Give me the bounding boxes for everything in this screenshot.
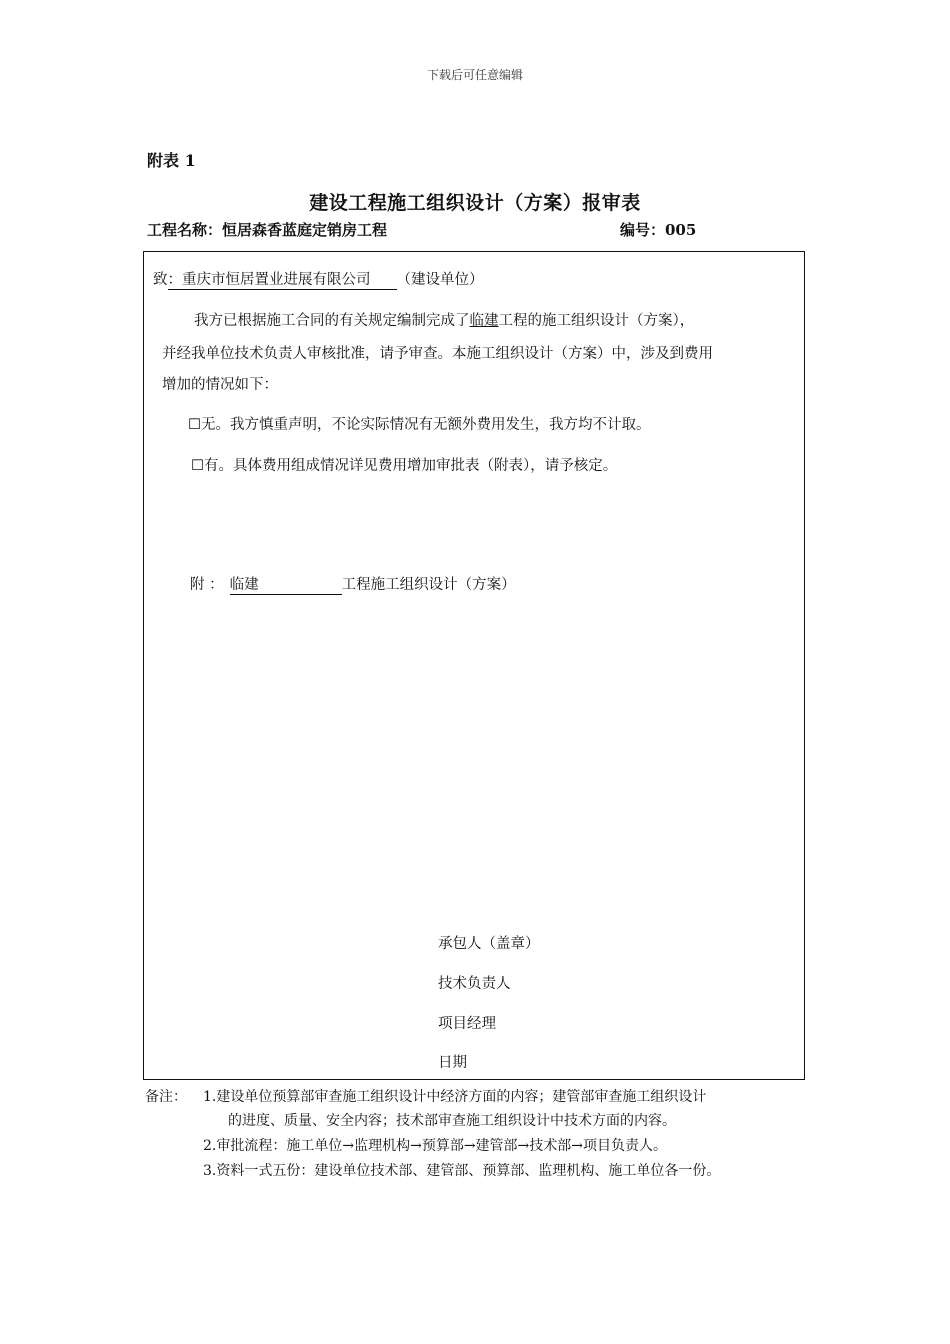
body-text-1b: 工程的施工组织设计（方案）， bbox=[498, 313, 695, 329]
form-title: 建设工程施工组织设计（方案）报审表 bbox=[309, 192, 641, 214]
body-line-2: 并经我单位技术负责人审核批准，请予审查。本施工组织设计（方案）中，涉及到费用 bbox=[162, 346, 713, 362]
signature-contractor: 承包人（盖章） bbox=[438, 936, 540, 952]
signature-tech-lead: 技术负责人 bbox=[438, 976, 511, 992]
attachment-project: 临建 bbox=[230, 577, 342, 595]
note-2: 2.审批流程：施工单位→监理机构→预算部→建管部→技术部→项目负责人。 bbox=[203, 1138, 668, 1154]
addressee-company: ：重庆市恒居置业进展有限公司 bbox=[168, 272, 397, 290]
body-project-name: 临建 bbox=[469, 313, 499, 329]
note-1: 1.建设单位预算部审查施工组织设计中经济方面的内容；建管部审查施工组织设计 bbox=[203, 1089, 707, 1105]
body-line-1 bbox=[194, 309, 694, 330]
option-extra-cost: ☐有。具体费用组成情况详见费用增加审批表（附表），请予核定。 bbox=[191, 458, 618, 474]
addressee-suffix: （建设单位） bbox=[396, 272, 484, 288]
body-line-3: 增加的情况如下： bbox=[162, 377, 278, 393]
notes-label: 备注： bbox=[145, 1089, 187, 1105]
body-text-1a: 我方已根据施工合同的有关规定编制完成了 bbox=[194, 313, 470, 329]
option-no-extra-cost: ☐无。我方慎重声明，不论实际情况有无额外费用发生，我方均不计取。 bbox=[188, 417, 651, 433]
addressee-line bbox=[153, 268, 484, 290]
project-name: 工程名称：恒居森香蓝庭定销房工程 bbox=[147, 221, 388, 239]
signature-date: 日期 bbox=[438, 1055, 467, 1071]
addressee-prefix: 致 bbox=[153, 272, 168, 288]
note-3: 3.资料一式五份：建设单位技术部、建管部、预算部、监理机构、施工单位各一份。 bbox=[203, 1163, 721, 1179]
signature-project-manager: 项目经理 bbox=[438, 1016, 496, 1032]
attachment-suffix: 工程施工组织设计（方案） bbox=[341, 577, 516, 593]
attachment-prefix: 附 ： bbox=[190, 577, 224, 593]
note-1-continued: 的进度、质量、安全内容；技术部审查施工组织设计中技术方面的内容。 bbox=[228, 1113, 676, 1129]
appendix-label: 附表 1 bbox=[147, 151, 196, 170]
attachment-line bbox=[190, 573, 516, 595]
document-number: 编号：005 bbox=[620, 221, 697, 239]
page-header: 下载后可任意编辑 bbox=[426, 68, 523, 82]
